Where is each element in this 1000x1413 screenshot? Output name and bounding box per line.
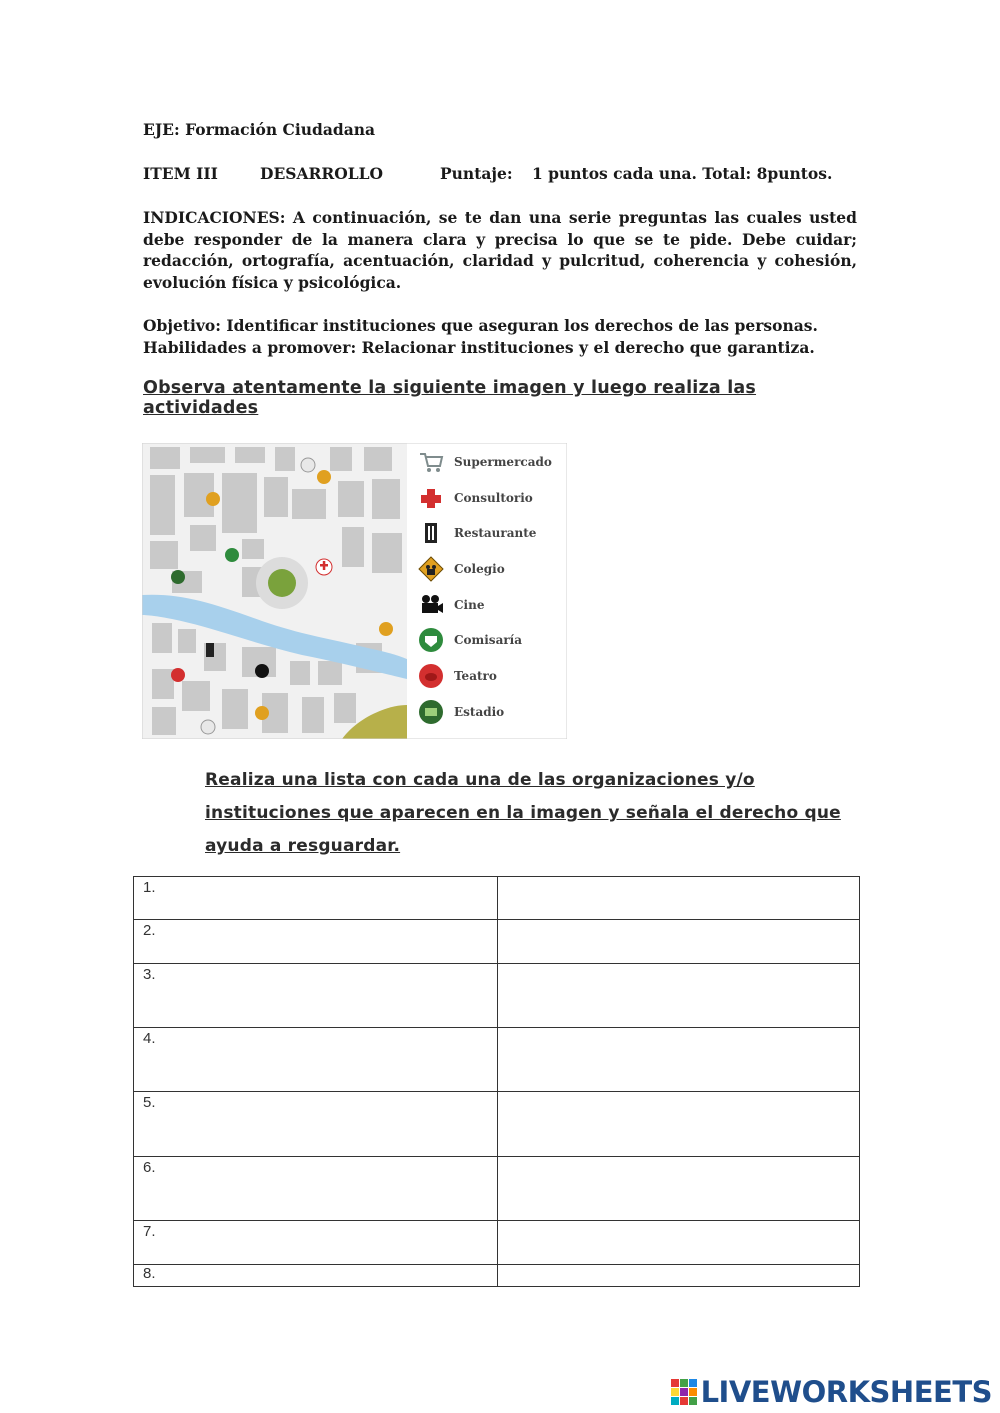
- answer-cell[interactable]: [498, 1157, 860, 1221]
- table-row: [134, 1265, 860, 1287]
- legend-supermercado: [418, 447, 552, 477]
- film-camera-icon: [418, 593, 444, 617]
- section-title: DESARROLLO: [260, 164, 384, 183]
- legend-consultorio: [418, 483, 533, 513]
- table-row: [134, 1092, 860, 1157]
- legend-label: Teatro: [454, 669, 497, 683]
- legend-teatro: [418, 661, 497, 691]
- cart-icon: [418, 450, 444, 474]
- answer-cell[interactable]: [498, 1265, 860, 1287]
- answer-cell[interactable]: [498, 1092, 860, 1157]
- liveworksheets-logo[interactable]: [671, 1375, 992, 1409]
- observa-instruction: Observa atentamente la siguiente imagen y luego realiza las actividades: [143, 378, 757, 418]
- answer-cell[interactable]: [498, 920, 860, 964]
- legend-colegio: [418, 554, 505, 584]
- stadium-icon: [418, 699, 444, 725]
- habilidades-text: Habilidades a promover: Relacionar instituciones y el derecho que garantiza.: [143, 338, 815, 357]
- answer-table: [133, 876, 860, 1287]
- objectives-block: [143, 315, 857, 359]
- legend-restaurante: [418, 518, 536, 548]
- objetivo-text: Objetivo: Identificar instituciones que aseguran los derechos de las personas.: [143, 316, 818, 335]
- answer-cell[interactable]: [498, 964, 860, 1028]
- table-row: [134, 1157, 860, 1221]
- legend-cine: [418, 590, 484, 620]
- answer-cell[interactable]: [498, 1221, 860, 1265]
- table-row: [134, 1028, 860, 1092]
- legend-label: Colegio: [454, 562, 505, 576]
- brand-name: LIVEWORKSHEETS: [700, 1375, 992, 1409]
- answer-cell[interactable]: [498, 877, 860, 920]
- item-row: [143, 164, 863, 186]
- row-number[interactable]: 7.: [134, 1221, 498, 1265]
- city-map-figure: [142, 443, 567, 739]
- legend-label: Consultorio: [454, 491, 533, 505]
- row-number[interactable]: 8.: [134, 1265, 498, 1287]
- theater-icon: [418, 663, 444, 689]
- liveworksheets-icon: [671, 1379, 697, 1405]
- row-number[interactable]: 1.: [134, 877, 498, 920]
- row-number[interactable]: 2.: [134, 920, 498, 964]
- row-number[interactable]: 3.: [134, 964, 498, 1028]
- puntaje-label: Puntaje:: [440, 164, 513, 183]
- row-number[interactable]: 4.: [134, 1028, 498, 1092]
- legend-estadio: [418, 697, 504, 727]
- table-row: [134, 920, 860, 964]
- restaurant-icon: [418, 521, 444, 545]
- legend-comisaria: [418, 625, 522, 655]
- legend-label: Comisaría: [454, 633, 522, 647]
- row-number[interactable]: 5.: [134, 1092, 498, 1157]
- legend-label: Estadio: [454, 705, 505, 719]
- legend-label: Restaurante: [454, 526, 537, 540]
- item-number: ITEM III: [143, 164, 218, 183]
- list-instruction: Realiza una lista con cada una de las organizaciones y/o instituciones que aparecen en la imagen y señala el derecho que ayuda a resguardar.: [205, 770, 841, 856]
- indicaciones-paragraph: INDICACIONES: A continuación, se te dan una serie preguntas las cuales usted debe responder de la manera clara y precisa lo que se te pide. Debe cuidar; redacción, ortografía, acentuación, claridad y pulcritud, coherencia y cohesión, evolución física y psicológica.: [143, 208, 857, 292]
- red-cross-icon: [418, 486, 444, 510]
- table-row: [134, 877, 860, 920]
- row-number[interactable]: 6.: [134, 1157, 498, 1221]
- legend-label: Supermercado: [454, 455, 552, 469]
- legend-label: Cine: [454, 598, 485, 612]
- table-row: [134, 964, 860, 1028]
- eje-heading: EJE: Formación Ciudadana: [143, 120, 376, 139]
- police-badge-icon: [418, 627, 444, 653]
- puntaje-value: 1 puntos cada una. Total: 8puntos.: [532, 164, 833, 183]
- answer-cell[interactable]: [498, 1028, 860, 1092]
- table-row: [134, 1221, 860, 1265]
- school-sign-icon: [418, 556, 444, 582]
